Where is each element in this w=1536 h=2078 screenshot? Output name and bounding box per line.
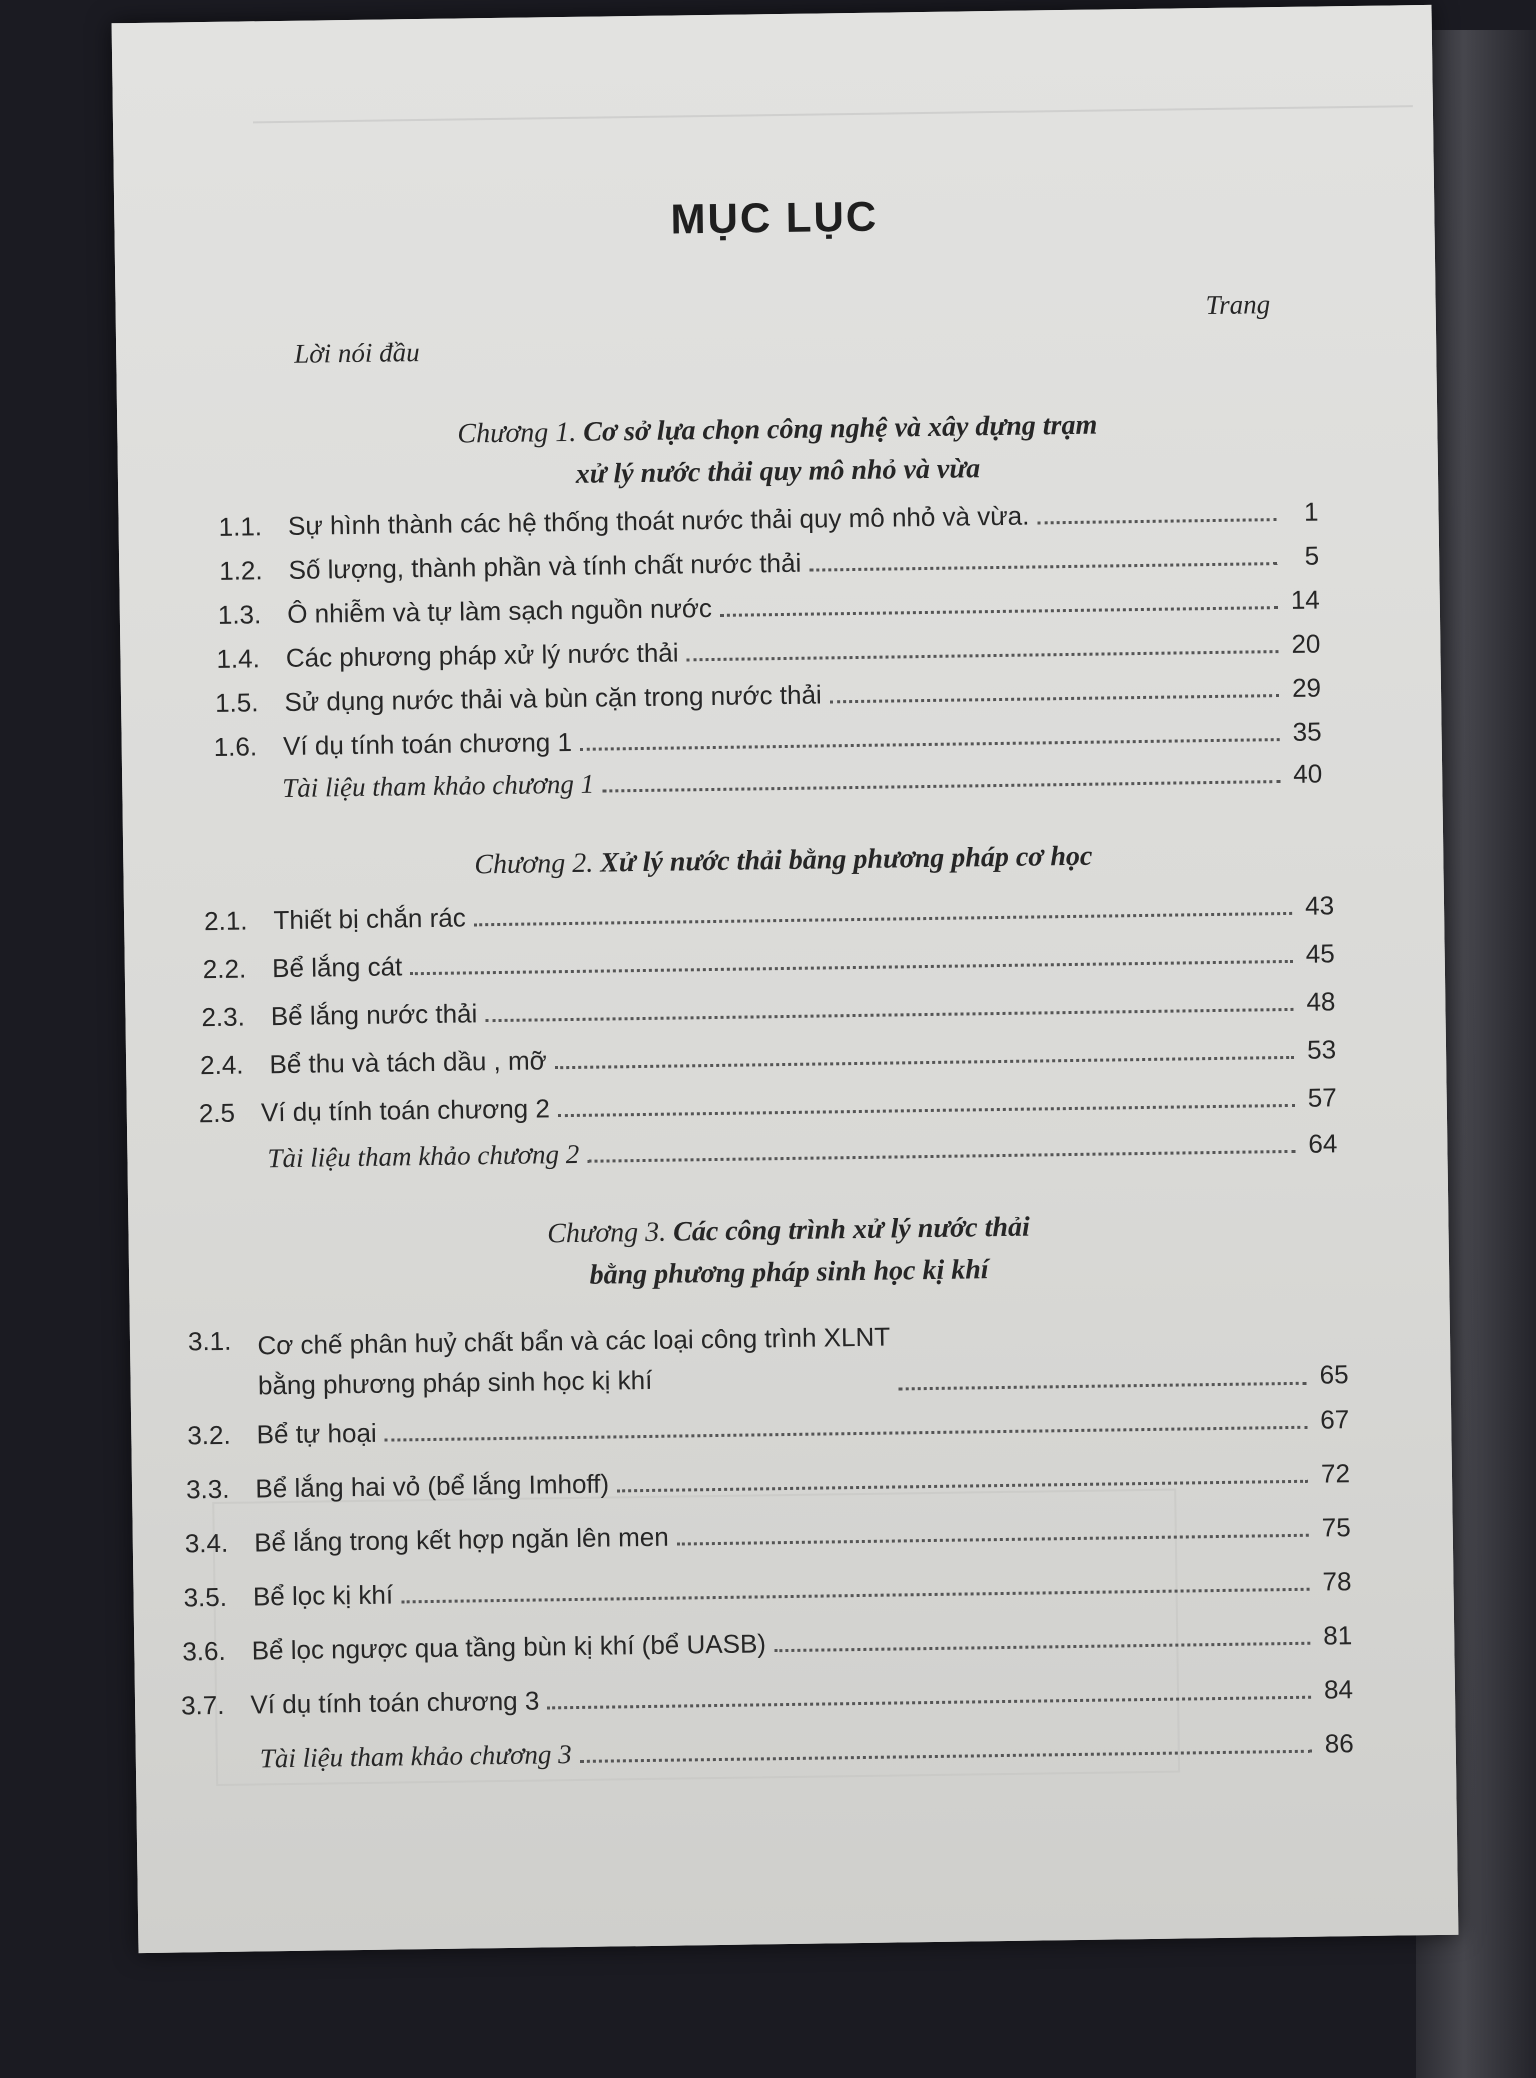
entry-page: 20 bbox=[1291, 628, 1321, 659]
entry-page: 53 bbox=[1306, 1034, 1337, 1065]
entry-page: 64 bbox=[1308, 1128, 1338, 1159]
chapter-1-heading bbox=[117, 400, 1438, 502]
toc-entry bbox=[187, 1404, 1349, 1451]
entry-number: 2.4. bbox=[199, 1049, 244, 1081]
entry-page: 5 bbox=[1304, 540, 1320, 571]
leader-dots bbox=[485, 1008, 1293, 1022]
leader-dots bbox=[580, 1750, 1312, 1763]
entry-text-block bbox=[231, 1317, 891, 1406]
entry-text: Bể lắng hai vỏ (bể lắng Imhoff) bbox=[255, 1468, 610, 1504]
leader-dots bbox=[547, 1696, 1311, 1710]
header-rule bbox=[253, 105, 1413, 123]
leader-dots bbox=[687, 650, 1279, 661]
entry-page: 40 bbox=[1293, 758, 1323, 789]
page-column-header: Trang bbox=[1205, 289, 1271, 321]
entry-page: 65 bbox=[1319, 1359, 1349, 1390]
entry-text: Các phương pháp xử lý nước thải bbox=[285, 637, 679, 673]
entry-number: 1.5. bbox=[214, 687, 259, 718]
entry-page: 72 bbox=[1320, 1458, 1351, 1489]
entry-text: Bể lắng cát bbox=[271, 951, 403, 984]
page-title: MỤC LỤC bbox=[670, 192, 879, 243]
entry-page: 75 bbox=[1321, 1512, 1351, 1543]
entry-number: 3.2. bbox=[187, 1419, 231, 1451]
leader-dots bbox=[617, 1480, 1308, 1493]
entry-number: 2.5 bbox=[198, 1097, 236, 1129]
entry-page: 43 bbox=[1304, 890, 1335, 921]
toc-entry bbox=[188, 1310, 1349, 1406]
entry-text: Bể lắng nước thải bbox=[270, 998, 478, 1032]
preface-entry: Lời nói đầu bbox=[294, 337, 420, 369]
entry-number: 1.3. bbox=[217, 599, 262, 630]
entry-text: Sự hình thành các hệ thống thoát nước thải quy mô nhỏ và vừa. bbox=[287, 500, 1030, 541]
toc-entry bbox=[216, 628, 1320, 674]
toc-entry bbox=[204, 890, 1334, 937]
toc-entry bbox=[218, 497, 1318, 543]
entry-page: 84 bbox=[1323, 1674, 1354, 1705]
chapter-title: Xử lý nước thải bằng phương pháp cơ học bbox=[600, 840, 1093, 879]
chapter-title-line2: bằng phương pháp sinh học kị khí bbox=[589, 1254, 989, 1291]
toc-entry bbox=[201, 986, 1335, 1033]
entry-text: Bể thu và tách dầu , mỡ bbox=[269, 1045, 547, 1080]
entry-page: 86 bbox=[1324, 1728, 1354, 1759]
entry-text: Ví dụ tính toán chương 1 bbox=[282, 726, 573, 761]
entry-number: 1.1. bbox=[218, 511, 263, 542]
entry-number: 2.1. bbox=[203, 905, 248, 937]
chapter-title-line2: xử lý nước thải quy mô nhỏ và vừa bbox=[575, 453, 981, 490]
toc-reference-entry bbox=[282, 758, 1322, 804]
chapter-label: Chương 2. bbox=[474, 847, 594, 881]
leader-dots bbox=[774, 1642, 1310, 1652]
entry-page: 45 bbox=[1305, 938, 1335, 969]
entry-page: 67 bbox=[1320, 1404, 1350, 1435]
entry-number: 2.2. bbox=[202, 953, 247, 985]
toc-entry bbox=[199, 1082, 1337, 1129]
toc-entry bbox=[203, 938, 1335, 985]
entry-text-line2: bằng phương pháp sinh học kị khí bbox=[257, 1364, 653, 1401]
entry-text: Bể lắng trong kết hợp ngăn lên men bbox=[253, 1521, 669, 1558]
leader-dots bbox=[899, 1382, 1307, 1391]
entry-page: 48 bbox=[1306, 986, 1336, 1017]
entry-number: 3.5. bbox=[183, 1581, 228, 1613]
leader-dots bbox=[410, 960, 1292, 975]
leader-dots bbox=[1037, 518, 1276, 524]
entry-text: Bể tự hoại bbox=[256, 1417, 377, 1450]
toc-entry bbox=[219, 541, 1319, 587]
chapter-2-heading bbox=[123, 831, 1443, 891]
leader-dots bbox=[474, 912, 1292, 926]
entry-text: Tài liệu tham khảo chương 3 bbox=[259, 1739, 572, 1774]
entry-text: Tài liệu tham khảo chương 2 bbox=[267, 1138, 580, 1174]
toc-entry bbox=[213, 716, 1321, 762]
entry-text: Thiết bị chắn rác bbox=[273, 902, 466, 936]
entry-page: 1 bbox=[1303, 496, 1319, 527]
toc-entry bbox=[218, 584, 1320, 630]
entry-page: 81 bbox=[1323, 1620, 1353, 1651]
entry-number: 3.3. bbox=[185, 1473, 230, 1505]
leader-dots bbox=[587, 1150, 1295, 1163]
entry-page: 78 bbox=[1322, 1566, 1352, 1597]
chapter-title: Cơ sở lựa chọn công nghệ và xây dựng trạm bbox=[583, 409, 1098, 448]
entry-text: Số lượng, thành phần và tính chất nước thải bbox=[288, 547, 802, 585]
entry-text: Bể lọc kị khí bbox=[252, 1579, 394, 1612]
entry-text: Bể lọc ngược qua tầng bùn kị khí (bể UASB) bbox=[251, 1628, 767, 1666]
chapter-title: Các công trình xử lý nước thải bbox=[672, 1211, 1030, 1248]
entry-number: 3.4. bbox=[184, 1527, 229, 1559]
entry-text: Sử dụng nước thải và bùn cặn trong nước thải bbox=[284, 679, 822, 717]
toc-reference-entry bbox=[267, 1128, 1337, 1174]
leader-dots bbox=[809, 562, 1277, 572]
leader-dots bbox=[555, 1056, 1294, 1069]
entry-page: 57 bbox=[1307, 1082, 1337, 1113]
entry-number: 3.7. bbox=[180, 1689, 225, 1721]
entry-text: Ô nhiễm và tự làm sạch nguồn nước bbox=[287, 592, 713, 629]
entry-number: 3.6. bbox=[182, 1635, 226, 1667]
entry-number: 1.6. bbox=[213, 731, 258, 762]
entry-number: 1.2. bbox=[219, 555, 263, 586]
leader-dots bbox=[602, 780, 1280, 792]
leader-dots bbox=[677, 1534, 1309, 1546]
chapter-3-heading bbox=[128, 1201, 1449, 1303]
leader-dots bbox=[385, 1426, 1308, 1442]
toc-page bbox=[112, 5, 1459, 1953]
entry-number: 2.3. bbox=[201, 1001, 246, 1033]
entry-page: 35 bbox=[1292, 716, 1322, 747]
leader-dots bbox=[830, 694, 1279, 703]
entry-page: 29 bbox=[1291, 672, 1322, 703]
leader-dots bbox=[720, 606, 1278, 617]
toc-entry bbox=[200, 1034, 1336, 1081]
entry-text: Tài liệu tham khảo chương 1 bbox=[282, 768, 595, 803]
toc-entry bbox=[215, 672, 1321, 718]
chapter-label: Chương 3. bbox=[547, 1216, 667, 1250]
entry-number: 3.1. bbox=[187, 1325, 232, 1357]
entry-text: Ví dụ tính toán chương 2 bbox=[260, 1093, 551, 1128]
entry-number: 1.4. bbox=[216, 643, 261, 674]
entry-page: 14 bbox=[1290, 584, 1320, 615]
entry-text: Cơ chế phân huỷ chất bẩn và các loại công trình XLNT bbox=[257, 1321, 891, 1361]
entry-text: Ví dụ tính toán chương 3 bbox=[250, 1685, 540, 1720]
chapter-label: Chương 1. bbox=[457, 416, 577, 450]
leader-dots bbox=[558, 1104, 1295, 1117]
leader-dots bbox=[580, 738, 1280, 751]
